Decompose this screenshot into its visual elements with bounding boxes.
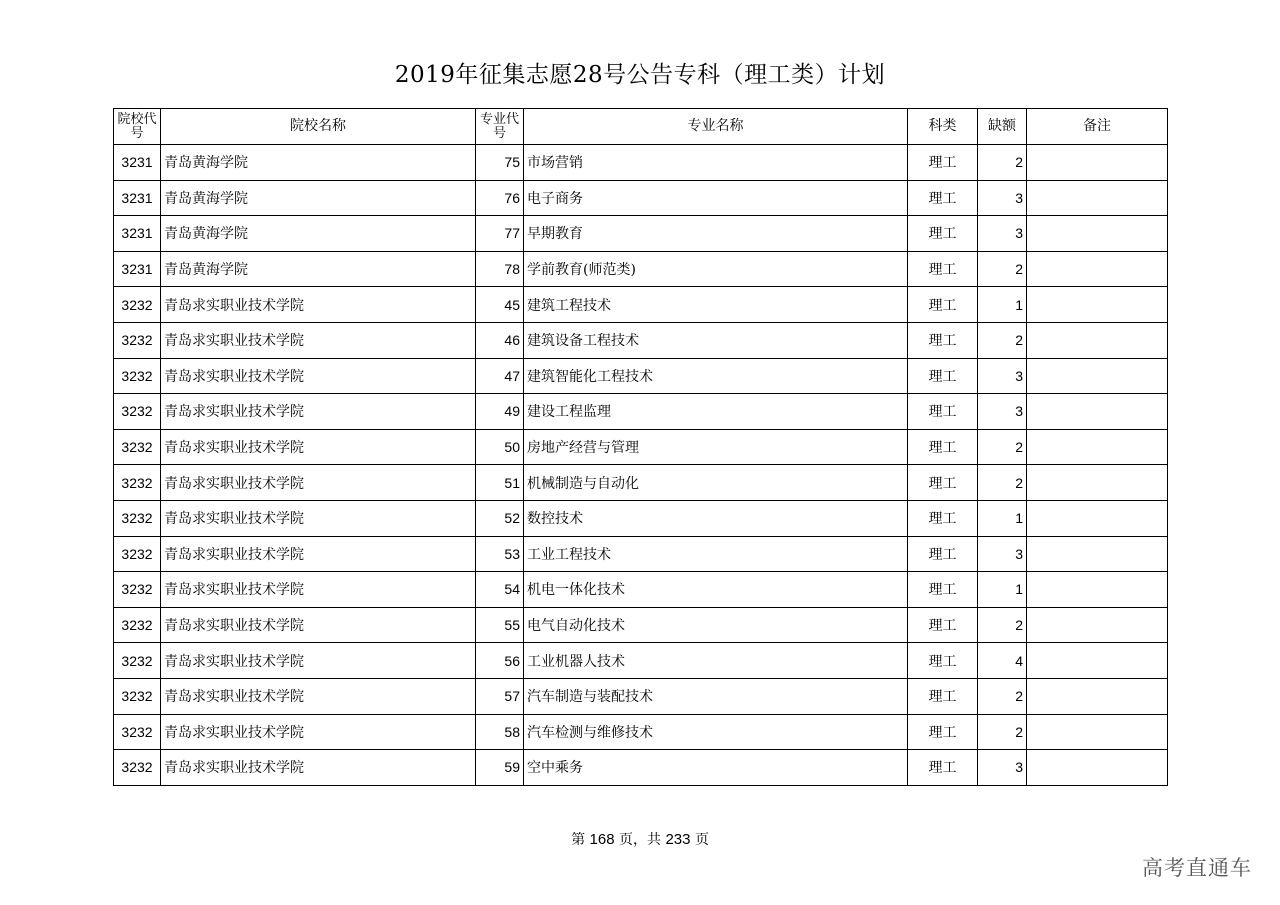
table-row: [114, 607, 1168, 643]
cell-school-code: 3232: [114, 465, 161, 501]
cell-remark: [1027, 216, 1168, 252]
cell-remark: [1027, 180, 1168, 216]
cell-remark: [1027, 429, 1168, 465]
page-footer: [0, 829, 1280, 849]
cell-school-name: 青岛黄海学院: [161, 145, 476, 181]
cell-major-name: 市场营销: [524, 145, 908, 181]
cell-remark: [1027, 145, 1168, 181]
cell-vacancy: 4: [978, 643, 1027, 679]
cell-major-code: 77: [476, 216, 524, 252]
cell-school-code: 3232: [114, 429, 161, 465]
table-row: [114, 287, 1168, 323]
cell-school-name: 青岛黄海学院: [161, 216, 476, 252]
cell-major-name: 建筑工程技术: [524, 287, 908, 323]
cell-vacancy: 2: [978, 678, 1027, 714]
cell-major-code: 58: [476, 714, 524, 750]
header-major-code: 专业代号: [476, 109, 524, 145]
table-row: [114, 536, 1168, 572]
cell-major-name: 电子商务: [524, 180, 908, 216]
cell-category: 理工: [908, 500, 978, 536]
watermark: 高考直通车: [1142, 856, 1252, 880]
table-row: [114, 500, 1168, 536]
header-major-name: 专业名称: [524, 109, 908, 145]
table-body: [114, 145, 1168, 786]
cell-vacancy: 1: [978, 287, 1027, 323]
cell-school-code: 3231: [114, 145, 161, 181]
table-header-row: [114, 109, 1168, 145]
cell-major-code: 57: [476, 678, 524, 714]
cell-major-code: 50: [476, 429, 524, 465]
cell-school-name: 青岛求实职业技术学院: [161, 358, 476, 394]
page-title: 2019年征集志愿28号公告专科（理工类）计划: [394, 62, 886, 88]
cell-remark: [1027, 572, 1168, 608]
cell-category: 理工: [908, 251, 978, 287]
cell-school-code: 3232: [114, 394, 161, 430]
cell-vacancy: 3: [978, 216, 1027, 252]
cell-vacancy: 3: [978, 180, 1027, 216]
header-remark: 备注: [1027, 109, 1168, 145]
cell-remark: [1027, 500, 1168, 536]
cell-major-code: 54: [476, 572, 524, 608]
cell-major-code: 46: [476, 322, 524, 358]
cell-school-code: 3231: [114, 216, 161, 252]
cell-vacancy: 1: [978, 500, 1027, 536]
cell-school-name: 青岛求实职业技术学院: [161, 714, 476, 750]
table-row: [114, 322, 1168, 358]
cell-category: 理工: [908, 216, 978, 252]
plan-table: [113, 108, 1168, 786]
cell-remark: [1027, 607, 1168, 643]
cell-major-name: 早期教育: [524, 216, 908, 252]
table-row: [114, 429, 1168, 465]
cell-vacancy: 2: [978, 465, 1027, 501]
cell-school-code: 3232: [114, 643, 161, 679]
cell-school-code: 3232: [114, 500, 161, 536]
cell-major-name: 工业机器人技术: [524, 643, 908, 679]
footer-suffix: 页: [694, 832, 709, 848]
cell-remark: [1027, 287, 1168, 323]
cell-category: 理工: [908, 750, 978, 786]
cell-remark: [1027, 750, 1168, 786]
cell-category: 理工: [908, 145, 978, 181]
header-vacancy: 缺额: [978, 109, 1027, 145]
cell-major-name: 工业工程技术: [524, 536, 908, 572]
cell-category: 理工: [908, 180, 978, 216]
cell-remark: [1027, 465, 1168, 501]
cell-school-name: 青岛求实职业技术学院: [161, 394, 476, 430]
cell-school-name: 青岛求实职业技术学院: [161, 678, 476, 714]
cell-major-code: 59: [476, 750, 524, 786]
cell-remark: [1027, 251, 1168, 287]
cell-category: 理工: [908, 572, 978, 608]
cell-school-code: 3232: [114, 678, 161, 714]
cell-category: 理工: [908, 394, 978, 430]
cell-major-name: 汽车制造与装配技术: [524, 678, 908, 714]
cell-category: 理工: [908, 287, 978, 323]
cell-major-code: 55: [476, 607, 524, 643]
cell-major-name: 建筑智能化工程技术: [524, 358, 908, 394]
cell-vacancy: 2: [978, 251, 1027, 287]
table-row: [114, 643, 1168, 679]
cell-remark: [1027, 678, 1168, 714]
cell-major-code: 76: [476, 180, 524, 216]
cell-vacancy: 3: [978, 394, 1027, 430]
footer-mid: 页，共: [619, 832, 661, 848]
table-row: [114, 572, 1168, 608]
cell-school-code: 3232: [114, 750, 161, 786]
footer-prefix: 第: [571, 832, 586, 848]
cell-vacancy: 3: [978, 750, 1027, 786]
cell-major-name: 学前教育(师范类): [524, 251, 908, 287]
cell-major-name: 空中乘务: [524, 750, 908, 786]
cell-major-name: 机电一体化技术: [524, 572, 908, 608]
cell-school-code: 3232: [114, 607, 161, 643]
cell-vacancy: 2: [978, 145, 1027, 181]
header-school-name: 院校名称: [161, 109, 476, 145]
header-category: 科类: [908, 109, 978, 145]
cell-vacancy: 1: [978, 572, 1027, 608]
cell-vacancy: 3: [978, 358, 1027, 394]
cell-school-name: 青岛求实职业技术学院: [161, 322, 476, 358]
footer-total-pages: 233: [665, 831, 691, 848]
cell-category: 理工: [908, 607, 978, 643]
cell-remark: [1027, 714, 1168, 750]
cell-major-name: 机械制造与自动化: [524, 465, 908, 501]
footer-page-number: 168: [589, 831, 615, 848]
cell-major-name: 建设工程监理: [524, 394, 908, 430]
table-row: [114, 714, 1168, 750]
cell-major-name: 建筑设备工程技术: [524, 322, 908, 358]
table-row: [114, 465, 1168, 501]
cell-category: 理工: [908, 678, 978, 714]
cell-school-code: 3232: [114, 572, 161, 608]
cell-school-code: 3231: [114, 180, 161, 216]
cell-school-name: 青岛黄海学院: [161, 251, 476, 287]
cell-school-code: 3232: [114, 287, 161, 323]
cell-major-name: 电气自动化技术: [524, 607, 908, 643]
table-row: [114, 251, 1168, 287]
cell-vacancy: 2: [978, 429, 1027, 465]
cell-school-code: 3231: [114, 251, 161, 287]
cell-category: 理工: [908, 358, 978, 394]
table-row: [114, 394, 1168, 430]
cell-major-code: 52: [476, 500, 524, 536]
cell-category: 理工: [908, 643, 978, 679]
table-row: [114, 678, 1168, 714]
cell-major-name: 汽车检测与维修技术: [524, 714, 908, 750]
cell-school-code: 3232: [114, 358, 161, 394]
cell-category: 理工: [908, 429, 978, 465]
cell-vacancy: 2: [978, 714, 1027, 750]
cell-school-name: 青岛黄海学院: [161, 180, 476, 216]
cell-vacancy: 3: [978, 536, 1027, 572]
cell-school-code: 3232: [114, 536, 161, 572]
cell-major-name: 数控技术: [524, 500, 908, 536]
cell-major-name: 房地产经营与管理: [524, 429, 908, 465]
table-row: [114, 180, 1168, 216]
cell-school-name: 青岛求实职业技术学院: [161, 500, 476, 536]
cell-major-code: 56: [476, 643, 524, 679]
cell-category: 理工: [908, 714, 978, 750]
cell-category: 理工: [908, 465, 978, 501]
cell-major-code: 78: [476, 251, 524, 287]
cell-school-name: 青岛求实职业技术学院: [161, 287, 476, 323]
cell-major-code: 47: [476, 358, 524, 394]
cell-school-name: 青岛求实职业技术学院: [161, 607, 476, 643]
cell-school-name: 青岛求实职业技术学院: [161, 572, 476, 608]
cell-school-name: 青岛求实职业技术学院: [161, 536, 476, 572]
cell-remark: [1027, 643, 1168, 679]
cell-school-code: 3232: [114, 322, 161, 358]
cell-category: 理工: [908, 536, 978, 572]
cell-remark: [1027, 394, 1168, 430]
cell-category: 理工: [908, 322, 978, 358]
table-row: [114, 750, 1168, 786]
cell-major-code: 45: [476, 287, 524, 323]
cell-vacancy: 2: [978, 607, 1027, 643]
cell-school-code: 3232: [114, 714, 161, 750]
cell-major-code: 53: [476, 536, 524, 572]
cell-major-code: 49: [476, 394, 524, 430]
table-row: [114, 216, 1168, 252]
cell-remark: [1027, 358, 1168, 394]
header-school-code: 院校代号: [114, 109, 161, 145]
cell-school-name: 青岛求实职业技术学院: [161, 465, 476, 501]
cell-school-name: 青岛求实职业技术学院: [161, 750, 476, 786]
cell-major-code: 51: [476, 465, 524, 501]
cell-remark: [1027, 536, 1168, 572]
cell-remark: [1027, 322, 1168, 358]
cell-school-name: 青岛求实职业技术学院: [161, 429, 476, 465]
table-row: [114, 358, 1168, 394]
cell-school-name: 青岛求实职业技术学院: [161, 643, 476, 679]
table-row: [114, 145, 1168, 181]
cell-major-code: 75: [476, 145, 524, 181]
cell-vacancy: 2: [978, 322, 1027, 358]
